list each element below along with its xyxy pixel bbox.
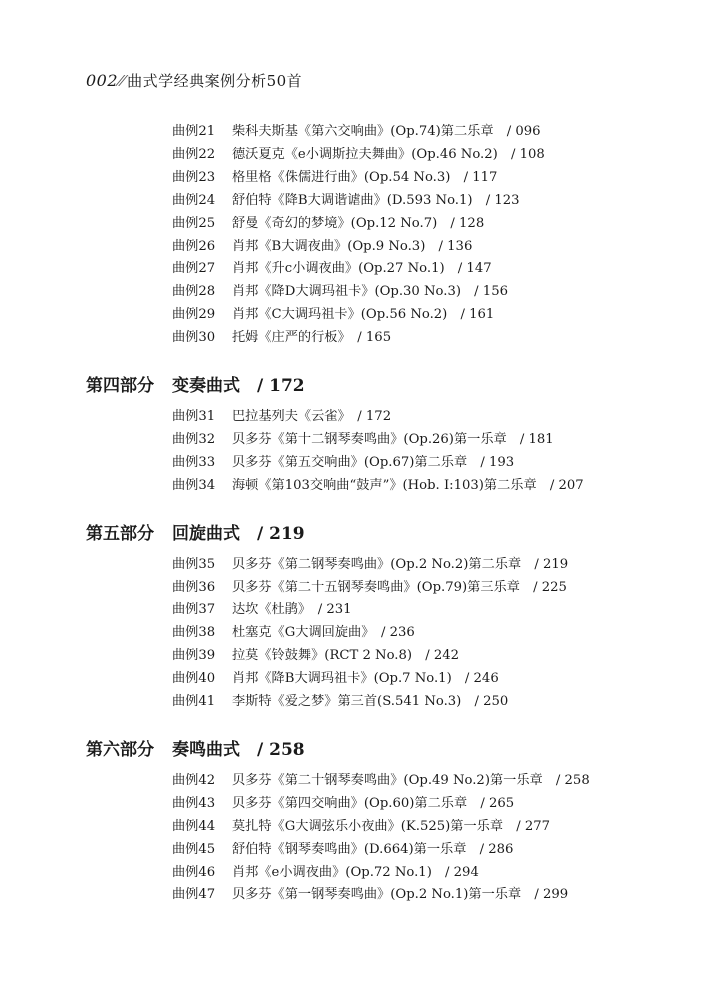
toc-entry[interactable] xyxy=(172,189,520,212)
toc-entry[interactable] xyxy=(172,166,497,189)
part-label: 第四部分 xyxy=(86,376,154,396)
toc-entry[interactable] xyxy=(172,883,568,906)
entry-title: 海顿《第103交响曲“鼓声”》(Hob. I:103)第二乐章 / 207 xyxy=(232,477,584,493)
toc-entry[interactable] xyxy=(172,428,554,451)
toc-entry[interactable] xyxy=(172,257,492,280)
entry-title: 莫扎特《G大调弦乐小夜曲》(K.525)第一乐章 / 277 xyxy=(232,818,551,834)
toc-entry[interactable] xyxy=(172,621,415,644)
entry-title: 贝多芬《第二十钢琴奏鸣曲》(Op.49 No.2)第一乐章 / 258 xyxy=(232,772,590,788)
entry-number: 曲例47 xyxy=(172,887,216,903)
entry-title: 舒曼《奇幻的梦境》(Op.12 No.7) / 128 xyxy=(232,215,485,231)
entry-number: 曲例37 xyxy=(172,602,216,618)
entry-title: 贝多芬《第一钢琴奏鸣曲》(Op.2 No.1)第一乐章 / 299 xyxy=(232,887,569,903)
entry-title: 舒伯特《降B大调谐谑曲》(D.593 No.1) / 123 xyxy=(232,192,520,208)
entry-title: 柴科夫斯基《第六交响曲》(Op.74)第二乐章 / 096 xyxy=(232,124,541,139)
entry-title: 肖邦《B大调夜曲》(Op.9 No.3) / 136 xyxy=(232,238,473,254)
entry-title: 肖邦《降D大调玛祖卡》(Op.30 No.3) / 156 xyxy=(232,284,508,300)
toc-entry[interactable] xyxy=(172,644,459,667)
entry-number: 曲例36 xyxy=(172,579,216,595)
entry-title: 贝多芬《第四交响曲》(Op.60)第二乐章 / 265 xyxy=(232,795,515,811)
part-title: 变奏曲式 / 172 xyxy=(172,376,305,396)
entry-title: 舒伯特《钢琴奏鸣曲》(D.664)第一乐章 / 286 xyxy=(232,841,514,857)
toc-entry[interactable] xyxy=(172,474,584,497)
toc-entry[interactable] xyxy=(172,769,590,792)
book-title: 曲式学经典案例分析50首 xyxy=(127,72,303,90)
part-title: 回旋曲式 / 219 xyxy=(172,523,305,544)
entry-title: 肖邦《升c小调夜曲》(Op.27 No.1) / 147 xyxy=(232,261,492,277)
entry-number: 曲例35 xyxy=(172,556,216,572)
entry-number: 曲例23 xyxy=(172,169,216,185)
toc-entry[interactable] xyxy=(172,303,494,326)
entry-number: 曲例38 xyxy=(172,625,216,641)
toc-entry[interactable] xyxy=(172,212,484,235)
toc-entry[interactable] xyxy=(172,815,550,838)
entry-title: 杜塞克《G大调回旋曲》 / 236 xyxy=(232,625,415,641)
part-label: 第六部分 xyxy=(86,739,154,760)
entry-title: 李斯特《爱之梦》第三首(S.541 No.3) / 250 xyxy=(232,694,509,709)
entry-title: 巴拉基列夫《云雀》 / 172 xyxy=(232,409,392,424)
entry-number: 曲例45 xyxy=(172,841,216,857)
entry-title: 格里格《侏儒进行曲》(Op.54 No.3) / 117 xyxy=(232,169,498,185)
entry-number: 曲例27 xyxy=(172,261,216,277)
entry-number: 曲例22 xyxy=(172,146,216,162)
entry-number: 曲例31 xyxy=(172,409,216,424)
entry-title: 德沃夏克《e小调斯拉夫舞曲》(Op.46 No.2) / 108 xyxy=(232,146,545,162)
toc-entry[interactable] xyxy=(172,838,513,861)
header-divider: ⁄⁄ xyxy=(119,72,126,90)
entry-number: 曲例32 xyxy=(172,431,216,447)
toc-entry[interactable] xyxy=(172,667,499,690)
entry-number: 曲例34 xyxy=(172,477,216,493)
entry-title: 托姆《庄严的行板》 / 165 xyxy=(232,330,392,346)
toc-entry[interactable] xyxy=(172,861,479,884)
entry-title: 贝多芬《第二钢琴奏鸣曲》(Op.2 No.2)第二乐章 / 219 xyxy=(232,556,569,572)
part-heading xyxy=(86,737,305,763)
toc-entry[interactable] xyxy=(172,690,508,713)
part-label: 第五部分 xyxy=(86,523,154,544)
toc-entry[interactable] xyxy=(172,598,352,621)
entry-number: 曲例26 xyxy=(172,238,216,254)
page-number: 002 xyxy=(86,71,119,90)
entry-number: 曲例46 xyxy=(172,864,216,880)
entry-title: 贝多芬《第二十五钢琴奏鸣曲》(Op.79)第三乐章 / 225 xyxy=(232,579,567,595)
toc-entry[interactable] xyxy=(172,553,568,576)
entry-number: 曲例44 xyxy=(172,818,216,834)
entry-number: 曲例25 xyxy=(172,215,216,231)
entry-number: 曲例41 xyxy=(172,694,216,709)
entry-number: 曲例42 xyxy=(172,772,216,788)
entry-number: 曲例30 xyxy=(172,330,216,346)
part-heading xyxy=(86,521,305,547)
entry-title: 肖邦《C大调玛祖卡》(Op.56 No.2) / 161 xyxy=(232,307,495,323)
part-title: 奏鸣曲式 / 258 xyxy=(172,739,305,760)
toc-entry[interactable] xyxy=(172,326,391,349)
entry-title: 肖邦《降B大调玛祖卡》(Op.7 No.1) / 246 xyxy=(232,671,499,687)
toc-entry[interactable] xyxy=(172,143,545,166)
entry-number: 曲例33 xyxy=(172,454,216,470)
toc-entry[interactable] xyxy=(172,405,391,428)
entry-title: 达坎《杜鹃》 / 231 xyxy=(232,602,352,618)
entry-number: 曲例28 xyxy=(172,284,216,300)
toc-entry[interactable] xyxy=(172,120,541,143)
running-header xyxy=(86,70,302,91)
entry-title: 贝多芬《第十二钢琴奏鸣曲》(Op.26)第一乐章 / 181 xyxy=(232,431,554,447)
part-heading xyxy=(86,373,305,399)
toc-entry[interactable] xyxy=(172,280,508,303)
entry-title: 贝多芬《第五交响曲》(Op.67)第二乐章 / 193 xyxy=(232,454,515,470)
toc-entry[interactable] xyxy=(172,792,514,815)
toc-entry[interactable] xyxy=(172,235,472,258)
toc-entry[interactable] xyxy=(172,576,567,599)
entry-title: 拉莫《铃鼓舞》(RCT 2 No.8) / 242 xyxy=(232,648,460,664)
entry-number: 曲例21 xyxy=(172,124,216,139)
entry-number: 曲例24 xyxy=(172,192,216,208)
entry-title: 肖邦《e小调夜曲》(Op.72 No.1) / 294 xyxy=(232,864,479,880)
entry-number: 曲例39 xyxy=(172,648,216,664)
entry-number: 曲例43 xyxy=(172,795,216,811)
toc-entry[interactable] xyxy=(172,451,514,474)
entry-number: 曲例29 xyxy=(172,307,216,323)
entry-number: 曲例40 xyxy=(172,671,216,687)
